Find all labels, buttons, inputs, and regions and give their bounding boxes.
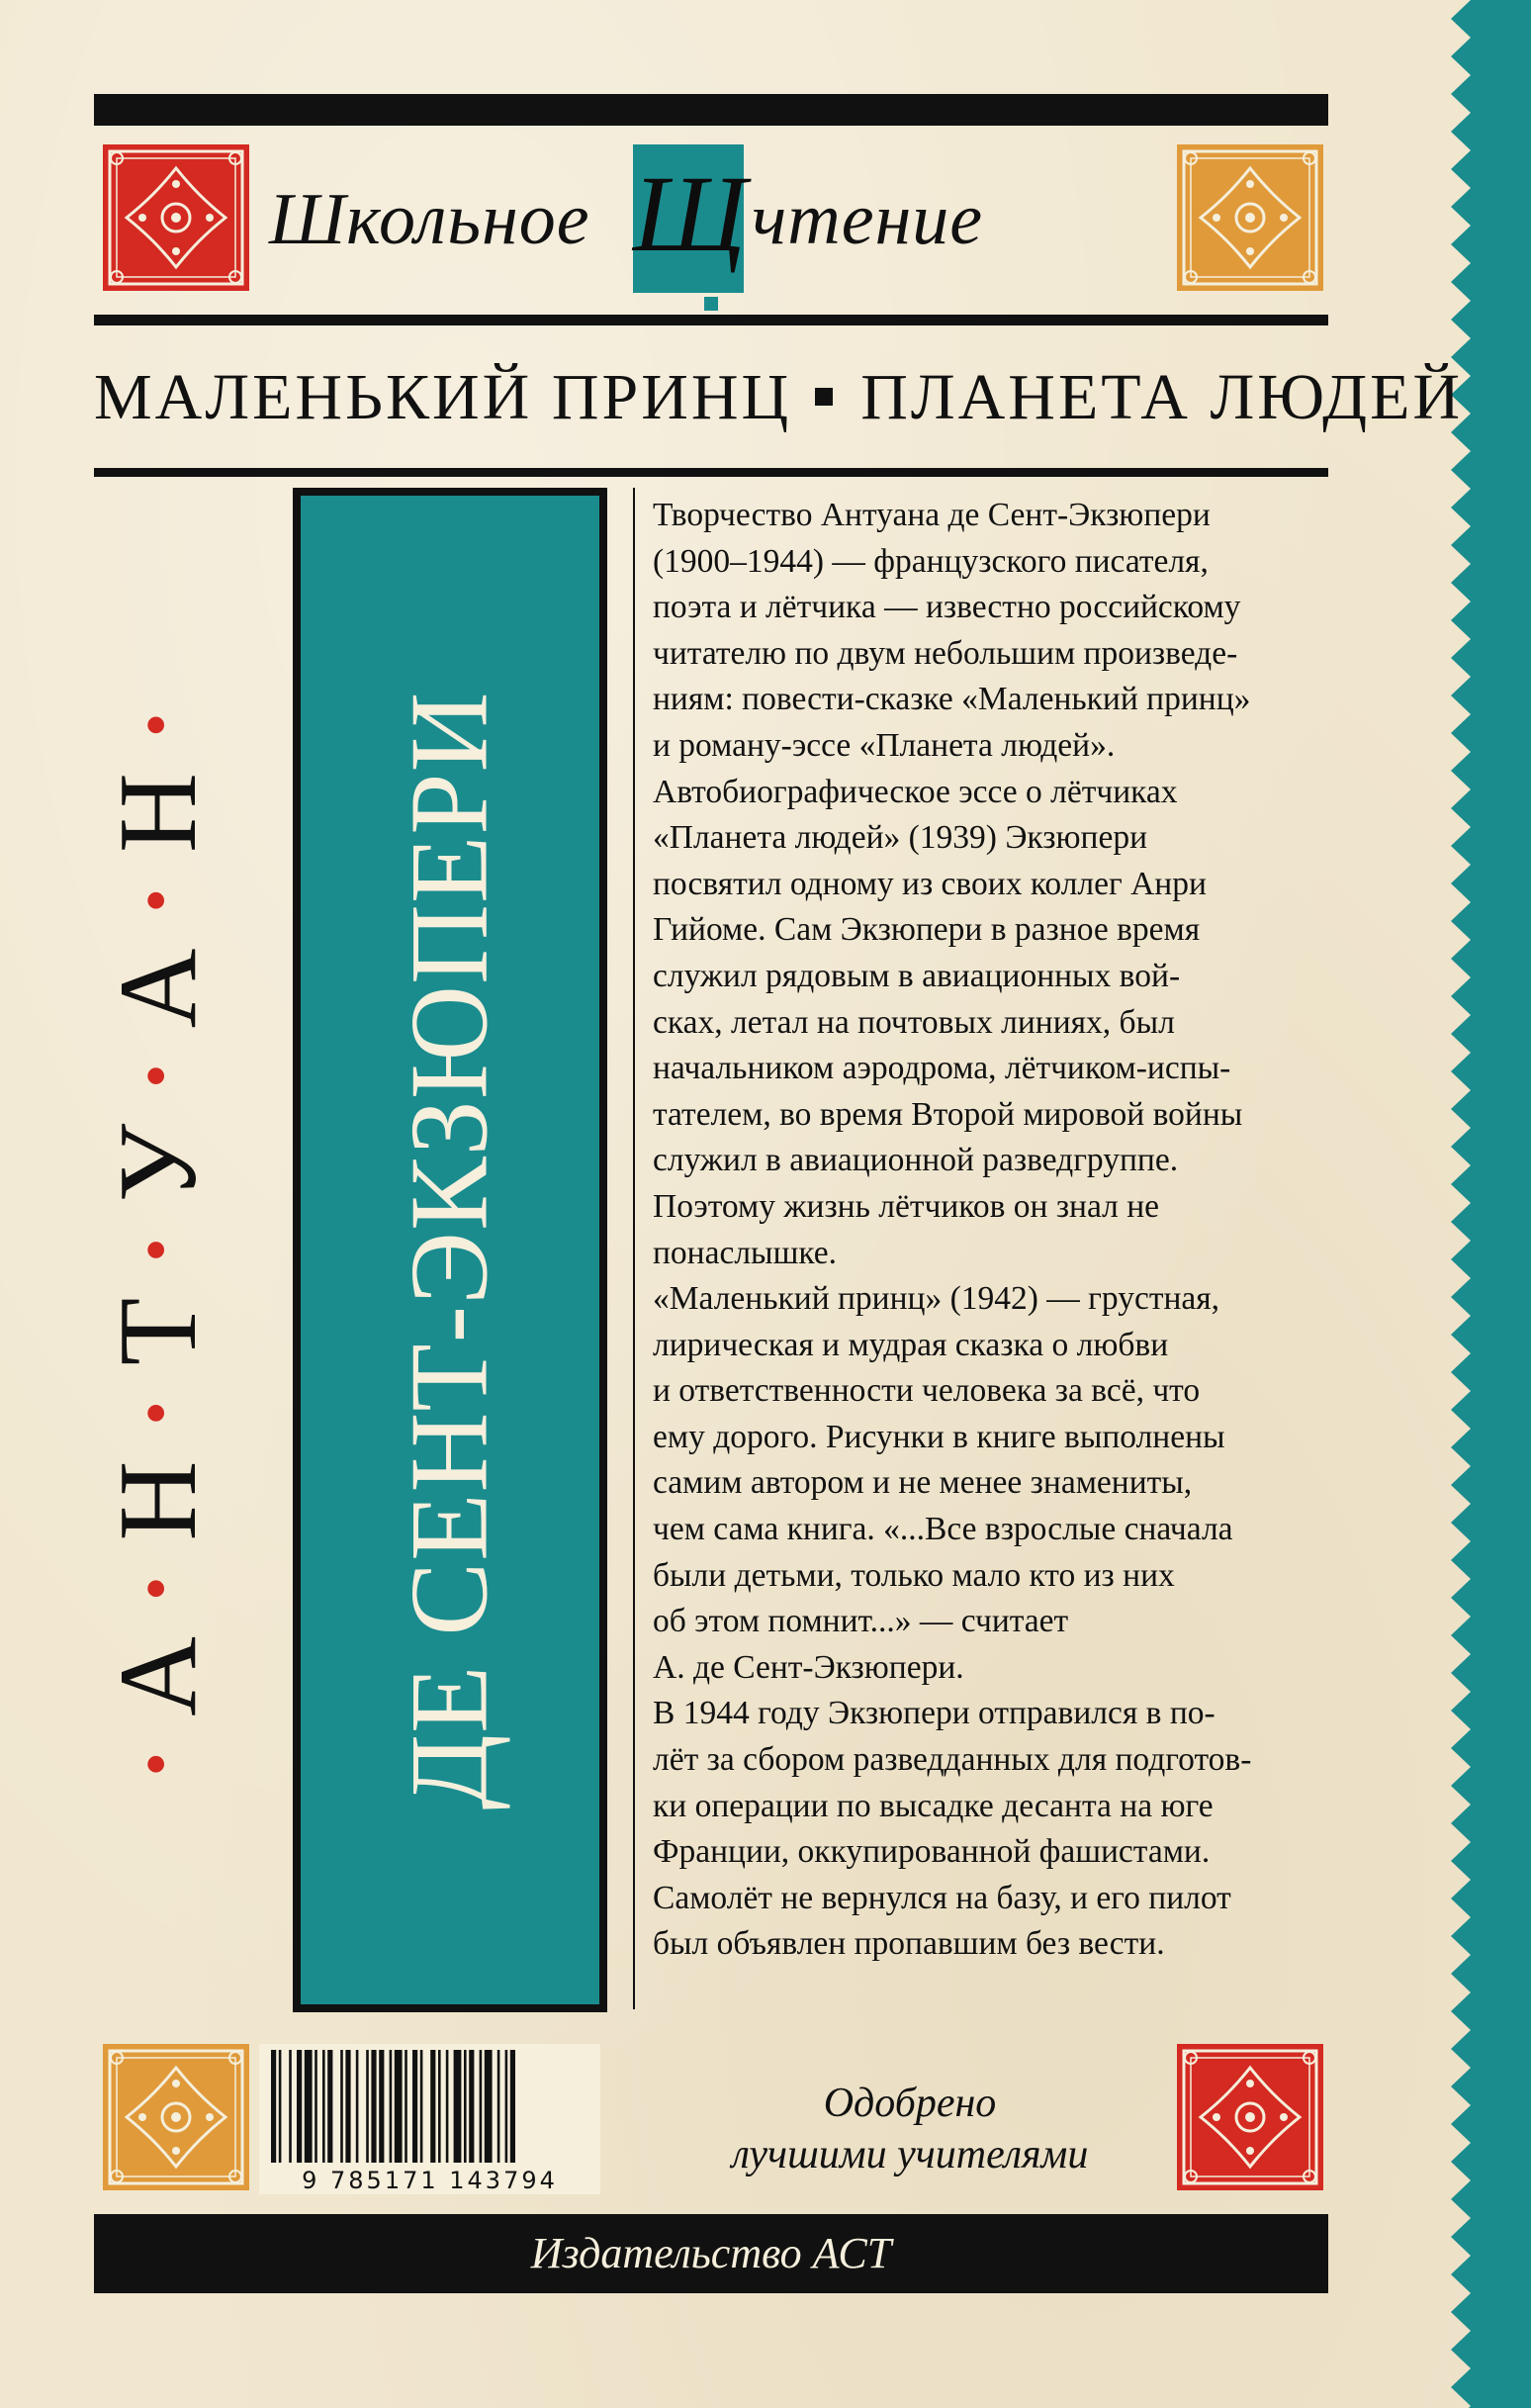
description-line: Самолёт не вернулся на базу, и его пилот [653,1879,1231,1916]
description-line: и ответственности человека за всё, что [653,1372,1201,1410]
name-separator-dot: • [119,706,195,738]
name-separator-dot: • [119,881,195,913]
description-line: Поэтому жизнь лётчиков он знал не [653,1187,1160,1225]
author-first-name-letter: А [97,942,220,1029]
description-line: ки операции по высадке десанта на юге [653,1787,1214,1824]
description-line: чем сама книга. «...Все взрослые сначала [653,1511,1233,1548]
name-separator-dot: • [119,1395,195,1426]
name-separator-dot: • [119,1745,195,1777]
ornament-tile-red-icon [1177,2044,1323,2190]
author-last-name: ДЕ СЕНТ-ЭКЗЮПЕРИ [388,691,511,1809]
series-word-left: Школьное [269,179,590,260]
description-line: самим автором и не менее знамениты, [653,1464,1193,1502]
series-logo [633,144,747,293]
approved-label [653,2078,1167,2180]
author-first-name-letter: Н [97,767,220,853]
name-separator-dot: • [119,1570,195,1602]
author-last-name-box [293,488,607,2012]
description-line: посвятил одному из своих коллег Анри [653,865,1207,902]
barcode-icon [259,2044,600,2192]
publisher-name: Издательство АСТ [530,2229,892,2277]
author-first-name-letter: Н [97,1454,220,1541]
title-separator-square [815,388,833,406]
description-line: лирическая и мудрая сказка о любви [653,1326,1169,1363]
description-line: поэта и лётчика — известно российскому [653,589,1241,626]
description-line: об этом помнит...» — считает [653,1603,1069,1640]
book-title-part1: МАЛЕНЬКИЙ ПРИНЦ [94,361,792,433]
ornament-tile-orange-icon [1177,144,1323,291]
description-line: читателю по двум небольшим произведе- [653,634,1238,672]
description-line: (1900–1944) — французского писателя, [653,542,1209,580]
approved-line1: Одобрено [823,2081,997,2126]
description-line: понаслышке. [653,1234,838,1271]
ornament-tile-red-icon [103,144,249,291]
description-line: «Планета людей» (1939) Экзюпери [653,819,1147,857]
author-first-name-text [97,678,220,1806]
isbn-digits: 9 785171 143794 [259,2167,600,2194]
series-word-right: чтение [752,179,984,260]
description-line: А. де Сент-Экзюпери. [653,1648,964,1686]
description-line: Творчество Антуана де Сент-Экзюпери [653,497,1211,533]
author-first-name-letter: У [97,1117,220,1203]
description-line: В 1944 году Экзюпери отправился в по- [653,1695,1216,1732]
series-logo-dot [704,297,718,311]
book-description [653,493,1323,1968]
top-black-bar [94,94,1328,126]
title-divider-bar [94,468,1328,477]
series-logo-letters: Щ [633,153,747,274]
description-line: и роману-эссе «Планета людей». [653,726,1116,764]
description-line: был объявлен пропавшим без вести. [653,1925,1165,1963]
description-line: «Маленький принц» (1942) — грустная, [653,1280,1220,1318]
book-title [94,360,1464,435]
series-divider-bar [94,315,1328,325]
approved-line2: лучшими учителями [731,2132,1089,2177]
description-line: Автобиографическое эссе о лётчиках [653,773,1178,810]
author-first-name-letter: А [97,1630,220,1716]
publisher-bar [94,2214,1328,2293]
description-line: Гийоме. Сам Экзюпери в разное время [653,911,1201,949]
column-divider-line [633,488,635,2009]
description-line: тателем, во время Второй мировой войны [653,1095,1243,1133]
description-line: лёт за сбором разведданных для подготов- [653,1741,1252,1779]
description-line: служил рядовым в авиационных вой- [653,957,1181,994]
author-first-name [97,480,220,2003]
description-line: ниям: повести-сказке «Маленький принц» [653,681,1251,718]
author-first-name-letter: Т [97,1291,220,1366]
description-line: начальником аэродрома, лётчиком-испы- [653,1050,1231,1087]
name-separator-dot: • [119,1232,195,1262]
book-title-part2: ПЛАНЕТА ЛЮДЕЙ [860,361,1464,433]
description-line: Франции, оккупированной фашистами. [653,1833,1211,1871]
description-line: сках, летал на почтовых линиях, был [653,1003,1175,1041]
description-line: были детьми, только мало кто из них [653,1556,1175,1594]
description-line: ему дорого. Рисунки в книге выполнены [653,1418,1225,1455]
name-separator-dot: • [119,1058,195,1088]
description-line: служил в авиационной разведгруппе. [653,1142,1179,1179]
ornament-tile-orange-icon [103,2044,249,2190]
